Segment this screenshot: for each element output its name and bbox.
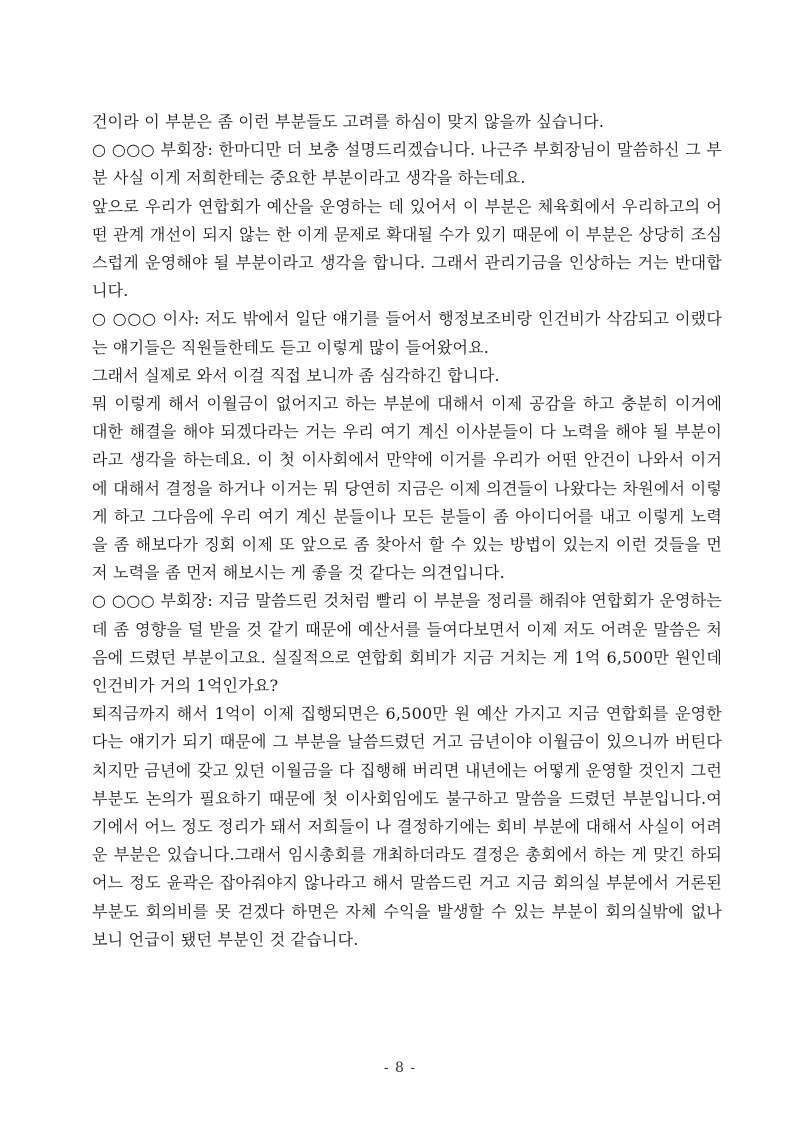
paragraph-7: ○ ○○○ 부회장: 지금 말씀드린 것처럼 빨리 이 부분을 정리를 해줘야 연합회가 운영하는 데 좀 영향을 덜 받을 것 같기 때문에 예산서를 들여다보면서 이제 저도 어려운 말씀은 처음에 드렸던 부분이고요. 실질적으로 연합회 회비가 지금 거치는 게 1억 6,500만 원인데 인건비가 거의 1억인가요? bbox=[92, 591, 722, 696]
paragraph-2: ○ ○○○ 부회장: 한마디만 더 보충 설명드리겠습니다. 나근주 부회장님이 말씀하신 그 부분 사실 이게 저희한테는 중요한 부분이라고 생각을 하는데요. bbox=[92, 140, 722, 188]
document-body bbox=[92, 108, 722, 954]
paragraph-5: 그래서 실제로 와서 이걸 직접 보니까 좀 심각하긴 합니다. bbox=[92, 365, 500, 385]
paragraph-6: 뭐 이렇게 해서 이월금이 없어지고 하는 부분에 대해서 이제 공감을 하고 충분히 이거에 대한 해결을 해야 되겠다라는 거는 우리 여기 계신 이사분들이 다 노력을 해야 될 부분이라고 생각을 하는데요. 이 첫 이사회에서 만약에 이거를 우리가 어떤 안건이 나와서 이거에 대해서 결정을 하거나 이거는 뭐 당연히 지금은 이제 의견들이 나왔다는 차원에서 이렇게 하고 그다음에 우리 여기 계신 분들이나 모든 분들이 좀 아이디어를 내고 이렇게 노력을 좀 해보다가 징회 이제 또 앞으로 좀 찾아서 할 수 있는 방법이 있는지 이런 것들을 먼저 노력을 좀 먼저 해보시는 게 좋을 것 같다는 의견입니다. bbox=[92, 394, 722, 583]
paragraph-1: 건이라 이 부분은 좀 이런 부분들도 고려를 하심이 맞지 않을까 싶습니다. bbox=[92, 112, 605, 131]
paragraph-4: ○ ○○○ 이사: 저도 밖에서 일단 얘기를 들어서 행정보조비랑 인건비가 삭감되고 이랬다는 얘기들은 직원들한테도 듣고 이렇게 많이 들어왔어요. bbox=[92, 309, 722, 357]
paragraph-3: 앞으로 우리가 연합회가 예산을 운영하는 데 있어서 이 부분은 체육회에서 우리하고의 어떤 관계 개선이 되지 않는 한 이게 문제로 확대될 수가 있기 때문에 이 부분은 상당히 조심스럽게 운영해야 될 부분이라고 생각을 합니다. 그래서 관리기금을 인상하는 거는 반대합니다. bbox=[92, 196, 722, 301]
paragraph-8: 퇴직금까지 해서 1억이 이제 집행되면은 6,500만 원 예산 가지고 지금 연합회를 운영한다는 얘기가 되기 때문에 그 부분을 날씀드렸던 거고 금년이야 이월금이 있으니까 버틴다 치지만 금년에 갖고 있던 이월금을 다 집행해 버리면 내년에는 어떻게 운영할 것인지 그런 부분도 논의가 필요하기 때문에 첫 이사회임에도 불구하고 말씀을 드렸던 부분입니다.여기에서 어느 정도 정리가 돼서 저희들이 나 결정하기에는 회비 부분에 대해서 사실이 어려운 부분은 있습니다.그래서 임시총회를 개최하더라도 결정은 총회에서 하는 게 맞긴 하되 어느 정도 윤곽은 잡아줘야지 않나라고 해서 말씀드린 거고 지금 회의실 부분에서 거론된 부분도 회의비를 못 걷겠다 하면은 자체 수익을 발생할 수 있는 부분이 회의실밖에 없나 보니 언급이 됐던 부분인 것 같습니다. bbox=[92, 704, 722, 949]
page-number: - 8 - bbox=[383, 1060, 417, 1076]
